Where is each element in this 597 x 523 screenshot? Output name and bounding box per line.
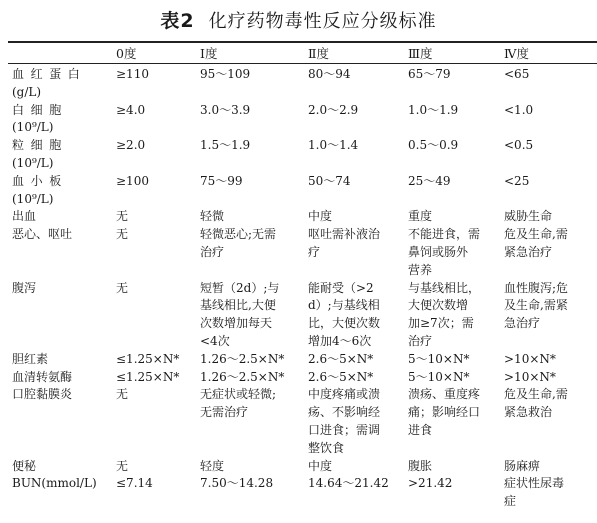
- cell-line: 3.0～3.9: [200, 102, 251, 117]
- grade-3-cell: [408, 226, 504, 279]
- cell-line: 腹胀: [408, 458, 433, 473]
- cell-line: 1.5～1.9: [200, 138, 251, 153]
- grade-3-cell: [408, 208, 504, 226]
- grade-1-cell: [200, 208, 308, 226]
- cell-line: BUN(mmol/L): [12, 476, 97, 491]
- header-grade-3: Ⅲ度: [408, 46, 433, 61]
- grade-2-cell: [308, 208, 408, 226]
- cell-line: 出血: [12, 209, 37, 224]
- cell-line: >21.42: [408, 476, 453, 491]
- grade-1-cell: [200, 351, 308, 369]
- table-row: [12, 208, 592, 226]
- grade-2-cell: [308, 369, 408, 387]
- grade-0-cell: [116, 351, 200, 369]
- cell-line: 痛；影响经口: [408, 405, 481, 420]
- grade-3-cell: [408, 102, 504, 138]
- cell-line: 症: [504, 494, 517, 509]
- cell-line: 中度: [308, 209, 333, 224]
- cell-line: 无: [116, 280, 129, 295]
- cell-line: 无症状或轻微;: [200, 387, 277, 402]
- cell-line: 比，大便次数: [308, 316, 381, 331]
- cell-line: <65: [504, 67, 530, 81]
- cell-line: 0.5～0.9: [408, 138, 459, 153]
- table-row: [12, 102, 592, 138]
- cell-line: 80～94: [308, 67, 351, 81]
- table-caption: 化疗药物毒性反应分级标准: [208, 11, 437, 32]
- cell-line: 轻微恶心;无需: [200, 227, 277, 242]
- item-cell: [12, 226, 116, 279]
- cell-line: 次数增加每天: [200, 316, 273, 331]
- cell-line: 粒细胞: [12, 138, 68, 153]
- cell-line: 大便次数增: [408, 298, 469, 313]
- grade-4-cell: [504, 351, 592, 369]
- cell-line: 7.50～14.28: [200, 476, 274, 491]
- grade-2-cell: [308, 173, 408, 209]
- grade-2-cell: [308, 137, 408, 173]
- grade-1-cell: [200, 102, 308, 138]
- table-row: [12, 66, 592, 102]
- grade-4-cell: [504, 102, 592, 138]
- grade-0-cell: [116, 208, 200, 226]
- grade-1-cell: [200, 458, 308, 476]
- cell-line: ≥4.0: [116, 102, 146, 117]
- cell-line: 1.26～2.5×N*: [200, 369, 285, 384]
- grade-4-cell: [504, 369, 592, 387]
- cell-line: 加≥7次；需: [408, 316, 474, 331]
- cell-line: 25～49: [408, 173, 451, 188]
- grade-3-cell: [408, 66, 504, 102]
- grade-1-cell: [200, 66, 308, 102]
- cell-line: 1.0～1.9: [408, 102, 459, 117]
- item-cell: [12, 137, 116, 173]
- grade-3-cell: [408, 137, 504, 173]
- item-cell: [12, 369, 116, 387]
- cell-line: 轻微: [200, 209, 225, 224]
- grade-0-cell: [116, 475, 200, 511]
- cell-line: <4次: [200, 333, 230, 348]
- item-cell: [12, 102, 116, 138]
- cell-line: ≤7.14: [116, 476, 153, 491]
- cell-line: d）;与基线相: [308, 298, 380, 313]
- table-title: [0, 6, 597, 33]
- grade-4-cell: [504, 173, 592, 209]
- cell-line: <0.5: [504, 138, 534, 153]
- grade-2-cell: [308, 458, 408, 476]
- cell-line: 治疗: [200, 244, 225, 259]
- cell-line: 血小板: [12, 173, 68, 188]
- cell-line: 紧急救治: [504, 405, 553, 420]
- cell-line: 症状性尿毒: [504, 476, 565, 491]
- cell-line: 危及生命,需: [504, 387, 568, 402]
- cell-line: 恶心、呕吐: [12, 227, 73, 242]
- grade-4-cell: [504, 280, 592, 351]
- cell-line: 鼻饲或肠外: [408, 244, 469, 259]
- item-cell: [12, 458, 116, 476]
- cell-line: 无: [116, 227, 129, 242]
- cell-line: 无需治疗: [200, 405, 249, 420]
- cell-line: 血红蛋白: [12, 67, 87, 81]
- grade-2-cell: [308, 280, 408, 351]
- cell-line: 重度: [408, 209, 433, 224]
- cell-line: 增加4～6次: [308, 333, 372, 348]
- cell-line: 血性腹泻;危: [504, 280, 569, 295]
- grade-4-cell: [504, 458, 592, 476]
- table-row: [12, 458, 592, 476]
- item-cell: [12, 173, 116, 209]
- header-grade-0: 0度: [116, 46, 137, 61]
- cell-line: 5～10×N*: [408, 369, 470, 384]
- cell-line: 2.0～2.9: [308, 102, 359, 117]
- grade-0-cell: [116, 280, 200, 351]
- grade-3-cell: [408, 351, 504, 369]
- header-rule: [8, 63, 597, 64]
- cell-line: 危及生命,需: [504, 227, 568, 242]
- cell-line: (g/L): [12, 84, 42, 99]
- grade-4-cell: [504, 475, 592, 511]
- cell-line: 紧急治疗: [504, 244, 553, 259]
- cell-line: 14.64～21.42: [308, 476, 389, 491]
- grade-3-cell: [408, 475, 504, 511]
- cell-line: 短暂（2d）;与: [200, 280, 280, 295]
- cell-line: 5～10×N*: [408, 351, 470, 366]
- item-cell: [12, 208, 116, 226]
- cell-line: 呕吐需补液治: [308, 227, 381, 242]
- grade-0-cell: [116, 102, 200, 138]
- cell-line: ≥110: [116, 67, 149, 81]
- cell-line: >10×N*: [504, 351, 556, 366]
- cell-line: 能耐受（>2: [308, 280, 374, 295]
- grade-0-cell: [116, 173, 200, 209]
- grade-0-cell: [116, 137, 200, 173]
- header-grade-2: Ⅱ度: [308, 46, 329, 61]
- grade-2-cell: [308, 475, 408, 511]
- cell-line: 溃疡、重度疼: [408, 387, 481, 402]
- grade-2-cell: [308, 102, 408, 138]
- table-row: [12, 369, 592, 387]
- cell-line: >10×N*: [504, 369, 556, 384]
- cell-line: 进食: [408, 422, 433, 437]
- cell-line: 50～74: [308, 173, 351, 188]
- cell-line: (10⁹/L): [12, 191, 54, 206]
- item-cell: [12, 351, 116, 369]
- grade-0-cell: [116, 66, 200, 102]
- cell-line: ≤1.25×N*: [116, 351, 180, 366]
- cell-line: 口进食；需调: [308, 422, 381, 437]
- grade-4-cell: [504, 137, 592, 173]
- cell-line: 1.0～1.4: [308, 138, 359, 153]
- cell-line: 中度疼痛或溃: [308, 387, 381, 402]
- item-cell: [12, 386, 116, 457]
- grade-0-cell: [116, 226, 200, 279]
- table-row: [12, 137, 592, 173]
- item-cell: [12, 66, 116, 102]
- grade-3-cell: [408, 369, 504, 387]
- cell-line: 无: [116, 209, 129, 224]
- item-cell: [12, 475, 116, 511]
- table-row: [12, 280, 592, 351]
- cell-line: 疗: [308, 244, 321, 259]
- cell-line: 不能进食，需: [408, 227, 481, 242]
- grade-1-cell: [200, 226, 308, 279]
- grade-1-cell: [200, 386, 308, 457]
- cell-line: 及生命,需紧: [504, 298, 568, 313]
- grade-1-cell: [200, 173, 308, 209]
- grade-3-cell: [408, 173, 504, 209]
- table-row: [12, 475, 592, 511]
- grade-1-cell: [200, 280, 308, 351]
- grade-1-cell: [200, 137, 308, 173]
- cell-line: 疡、不影响经: [308, 405, 381, 420]
- cell-line: 整饮食: [308, 440, 345, 455]
- cell-line: 腹泻: [12, 280, 37, 295]
- cell-line: 基线相比,大便: [200, 298, 276, 313]
- cell-line: (10⁹/L): [12, 120, 54, 135]
- cell-line: 口腔黏膜炎: [12, 387, 73, 402]
- cell-line: 与基线相比，: [408, 280, 481, 295]
- cell-line: 急治疗: [504, 316, 541, 331]
- grade-4-cell: [504, 226, 592, 279]
- grade-2-cell: [308, 66, 408, 102]
- grade-0-cell: [116, 458, 200, 476]
- cell-line: 治疗: [408, 333, 433, 348]
- top-rule: [8, 41, 597, 43]
- cell-line: <25: [504, 173, 530, 188]
- table-number: 表2: [160, 10, 195, 32]
- cell-line: 2.6～5×N*: [308, 351, 374, 366]
- grade-2-cell: [308, 351, 408, 369]
- table-row: [12, 351, 592, 369]
- grade-4-cell: [504, 208, 592, 226]
- grade-3-cell: [408, 458, 504, 476]
- table-row: [12, 386, 592, 457]
- cell-line: 中度: [308, 458, 333, 473]
- grade-4-cell: [504, 386, 592, 457]
- table-row: [12, 173, 592, 209]
- header-grade-4: Ⅳ度: [504, 46, 529, 61]
- grade-1-cell: [200, 475, 308, 511]
- toxicity-grading-table: [12, 66, 592, 511]
- grade-1-cell: [200, 369, 308, 387]
- cell-line: 白细胞: [12, 102, 68, 117]
- table-row: [12, 226, 592, 279]
- cell-line: 75～99: [200, 173, 243, 188]
- cell-line: 无: [116, 387, 129, 402]
- cell-line: 血清转氨酶: [12, 369, 73, 384]
- cell-line: 2.6～5×N*: [308, 369, 374, 384]
- cell-line: (10⁹/L): [12, 155, 54, 170]
- cell-line: 肠麻痹: [504, 458, 541, 473]
- grade-0-cell: [116, 386, 200, 457]
- grade-2-cell: [308, 386, 408, 457]
- cell-line: 95～109: [200, 67, 251, 81]
- item-cell: [12, 280, 116, 351]
- grade-2-cell: [308, 226, 408, 279]
- cell-line: 65～79: [408, 67, 451, 81]
- cell-line: 威胁生命: [504, 209, 553, 224]
- cell-line: ≥100: [116, 173, 149, 188]
- cell-line: 1.26～2.5×N*: [200, 351, 285, 366]
- cell-line: <1.0: [504, 102, 534, 117]
- table-body: [12, 66, 592, 511]
- grade-4-cell: [504, 66, 592, 102]
- cell-line: 轻度: [200, 458, 225, 473]
- grade-3-cell: [408, 280, 504, 351]
- grade-0-cell: [116, 369, 200, 387]
- cell-line: 无: [116, 458, 129, 473]
- cell-line: 营养: [408, 262, 433, 277]
- cell-line: 便秘: [12, 458, 37, 473]
- cell-line: ≤1.25×N*: [116, 369, 180, 384]
- cell-line: ≥2.0: [116, 138, 146, 153]
- cell-line: 胆红素: [12, 351, 49, 366]
- grade-3-cell: [408, 386, 504, 457]
- header-grade-1: Ⅰ度: [200, 46, 218, 61]
